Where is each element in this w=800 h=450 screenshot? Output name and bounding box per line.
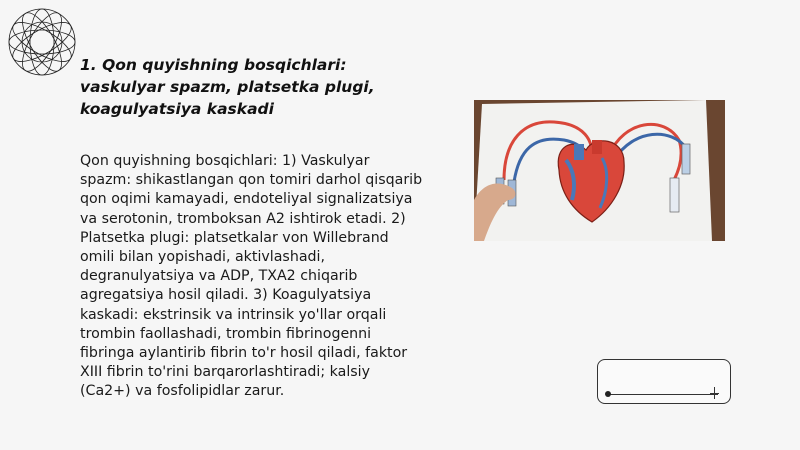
slide-body-text: Qon quyishning bosqichlari: 1) Vaskulyar spazm: shikastlangan qon tomiri darhol qisqarib qon oqimi kamayadi, endoteliyal signalizatsiya va serotonin, tromboksan A2 ishtirok etadi. 2) Platsetka plugi: platsetkalar von Willebrand omili bilan yopishadi, aktivlashadi, degranulyatsiya va ADP, TXA2 chiqarib agregatsiya hosil qiladi. 3) Koagulyatsiya kaskadi: ekstrinsik va intrinsik yo'llar orqali trombin faollashadi, trombin fibrinogenni fibringa aylantirib fibrin to'r hosil qiladi, faktor XIII fibrin to'rini barqarorlashtiradi; kalsiy (Ca2+) va fosfolipidlar zarur. bbox=[80, 153, 423, 400]
media-player-controls bbox=[597, 359, 731, 404]
plus-icon[interactable] bbox=[710, 387, 720, 399]
slide-title: 1. Qon quyishning bosqichlari: vaskulyar spazm, platsetka plugi, koagulyatsiya kaskadi bbox=[80, 56, 375, 118]
media-progress-handle[interactable] bbox=[605, 391, 611, 397]
media-progress-track[interactable] bbox=[608, 394, 718, 395]
decorative-rosette-logo bbox=[4, 4, 80, 80]
heart-model-photo bbox=[474, 100, 725, 241]
